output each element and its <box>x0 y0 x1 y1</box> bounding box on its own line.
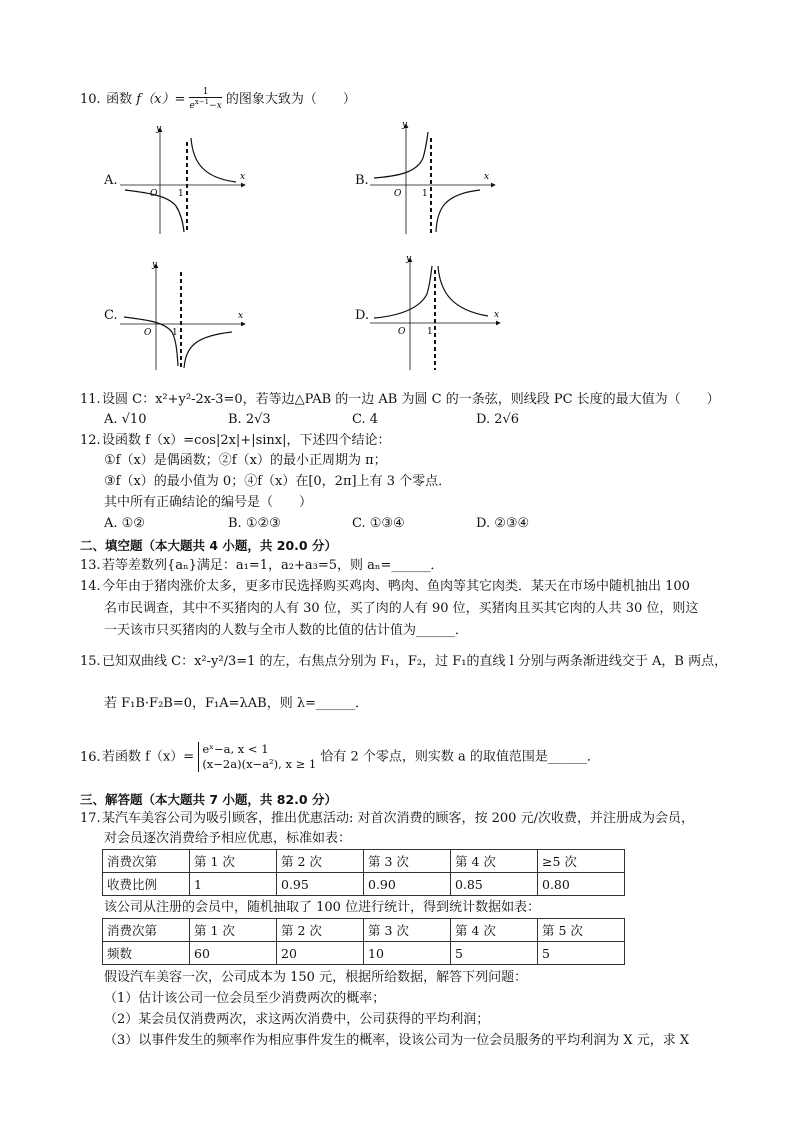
svg-text:1: 1 <box>172 328 178 338</box>
table-row: 频数 60 20 10 5 5 <box>103 942 625 965</box>
curve-right <box>191 138 236 182</box>
graph-b <box>370 118 500 238</box>
q11-choice-a: A. √10 <box>104 412 147 427</box>
q11-choices <box>80 410 744 430</box>
option-a-label: A. <box>104 173 118 188</box>
q11-choice-b: B. 2√3 <box>228 412 271 427</box>
curve-right <box>436 190 480 232</box>
frequency-table <box>102 918 625 965</box>
svg-text:1: 1 <box>178 189 184 199</box>
svg-text:O: O <box>398 327 406 337</box>
discount-table <box>102 849 625 896</box>
table-row: 消费次第 第 1 次 第 2 次 第 3 次 第 4 次 第 5 次 <box>103 919 625 942</box>
svg-text:x: x <box>484 172 490 182</box>
q12-choices <box>80 514 744 534</box>
table-row: 收费比例 1 0.95 0.90 0.85 0.80 <box>103 873 625 896</box>
q17-line1: 17.某汽车美容公司为吸引顾客，推出优惠活动: 对首次消费的顾客，按 200 元/次收费，并注册成为会员， <box>80 811 694 826</box>
q17-sub2: （2）某会员仅消费两次，求这两次消费中，公司获得的平均利润； <box>104 1012 490 1027</box>
q10-fraction: $\frac{1}{e^{x-1}-x}$ <box>189 87 222 111</box>
q11-stem: 11.设圆 C：x²+y²-2x-3=0，若等边△PAB 的一边 AB 为圆 C 的一条弦，则线段 PC 长度的最大值为（ ） <box>80 392 720 407</box>
section-solve-heading: 三、解答题（本大题共 7 小题，共 82.0 分） <box>80 792 337 807</box>
svg-text:1: 1 <box>427 327 433 337</box>
q12-choice-c: C. ①③④ <box>352 516 405 531</box>
graph-d <box>370 252 505 372</box>
svg-text:O: O <box>150 189 158 199</box>
curve-left <box>374 266 432 318</box>
q14-line1: 14.今年由于猪肉涨价太多，更多市民选择购买鸡肉、鸭肉、鱼肉等其它肉类．某天在市场中随机抽出 100 <box>80 579 690 594</box>
curve-right <box>184 332 232 368</box>
q10-stem: 10. 函数 f（x）= $\frac{1}{e^{x-1}-x}$ 的图象大致为（ ） <box>80 87 356 111</box>
q11-choice-d: D. 2√6 <box>476 412 520 427</box>
svg-text:1: 1 <box>422 189 428 199</box>
option-b-label: B. <box>355 173 369 188</box>
graph-c <box>120 258 250 373</box>
curve-left <box>374 132 428 178</box>
section-fill-in-heading: 二、填空题（本大题共 4 小题，共 20.0 分） <box>80 538 337 553</box>
q14-line3: 一天该市只买猪肉的人数与全市人数的比值的估计值为______． <box>104 623 469 638</box>
svg-text:y: y <box>402 120 408 130</box>
q12-stem: 12.设函数 f（x）=cos|2x|+|sinx|，下述四个结论： <box>80 433 391 448</box>
option-c-label: C. <box>104 308 118 323</box>
curve-right <box>438 266 488 316</box>
q12-choice-d: D. ②③④ <box>476 516 530 531</box>
svg-text:y: y <box>152 260 158 270</box>
q17-sub3: （3）以事件发生的频率作为相应事件发生的概率，设该公司为一位会员服务的平均利润为 X 元，求 X <box>104 1033 690 1048</box>
q12-choice-a: A. ①② <box>104 516 145 531</box>
table-row: 消费次第 第 1 次 第 2 次 第 3 次 第 4 次 ≥5 次 <box>103 850 625 873</box>
q15-line1: 15.已知双曲线 C：x²-y²/3=1 的左，右焦点分别为 F₁，F₂，过 F₁的直线 l 分别与两条渐进线交于 A，B 两点， <box>80 654 728 669</box>
svg-text:x: x <box>240 172 246 182</box>
svg-text:O: O <box>394 189 402 199</box>
q10-number: 10. <box>80 92 101 107</box>
q13-stem: 13.若等差数列{aₙ}满足：a₁=1，a₂+a₃=5，则 aₙ=______． <box>80 558 444 573</box>
q12-line3: 其中所有正确结论的编号是（ ） <box>104 495 313 510</box>
svg-text:x: x <box>238 311 244 321</box>
q12-line2: ③f（x）的最小值为 0；④f（x）在[0，2π]上有 3 个零点． <box>104 474 452 489</box>
svg-text:y: y <box>156 124 162 134</box>
q17-line3: 该公司从注册的会员中，随机抽取了 100 位进行统计，得到统计数据如表： <box>104 900 541 915</box>
q12-line1: ①f（x）是偶函数；②f（x）的最小正周期为 π； <box>104 453 387 468</box>
q17-sub1: （1）估计该公司一位会员至少消费两次的概率； <box>104 991 386 1006</box>
svg-text:y: y <box>406 254 412 264</box>
option-d-label: D. <box>355 308 370 323</box>
q17-line4: 假设汽车美容一次，公司成本为 150 元，根据所给数据，解答下列问题： <box>104 970 528 985</box>
q17-line2: 对会员逐次消费给予相应优惠，标准如表： <box>104 831 352 846</box>
svg-text:O: O <box>144 328 152 338</box>
q16-stem: 16.若函数 f（x）= eˣ−a, x < 1 (x−2a)(x−a²), x ≥ 1 恰有 2 个零点，则实数 a 的取值范围是______． <box>80 742 600 771</box>
graph-a <box>120 122 250 237</box>
q15-line2: 若 F₁B·F₂B=0，F₁A=λAB，则 λ=______． <box>104 696 368 711</box>
q12-choice-b: B. ①②③ <box>228 516 281 531</box>
q11-choice-c: C. 4 <box>352 412 379 427</box>
q16-piecewise: eˣ−a, x < 1 (x−2a)(x−a²), x ≥ 1 <box>198 742 316 772</box>
svg-text:x: x <box>494 310 500 320</box>
q14-line2: 名市民调查，其中不买猪肉的人有 30 位，买了肉的人有 90 位，买猪肉且买其它肉的人共 30 位，则这 <box>104 601 699 616</box>
